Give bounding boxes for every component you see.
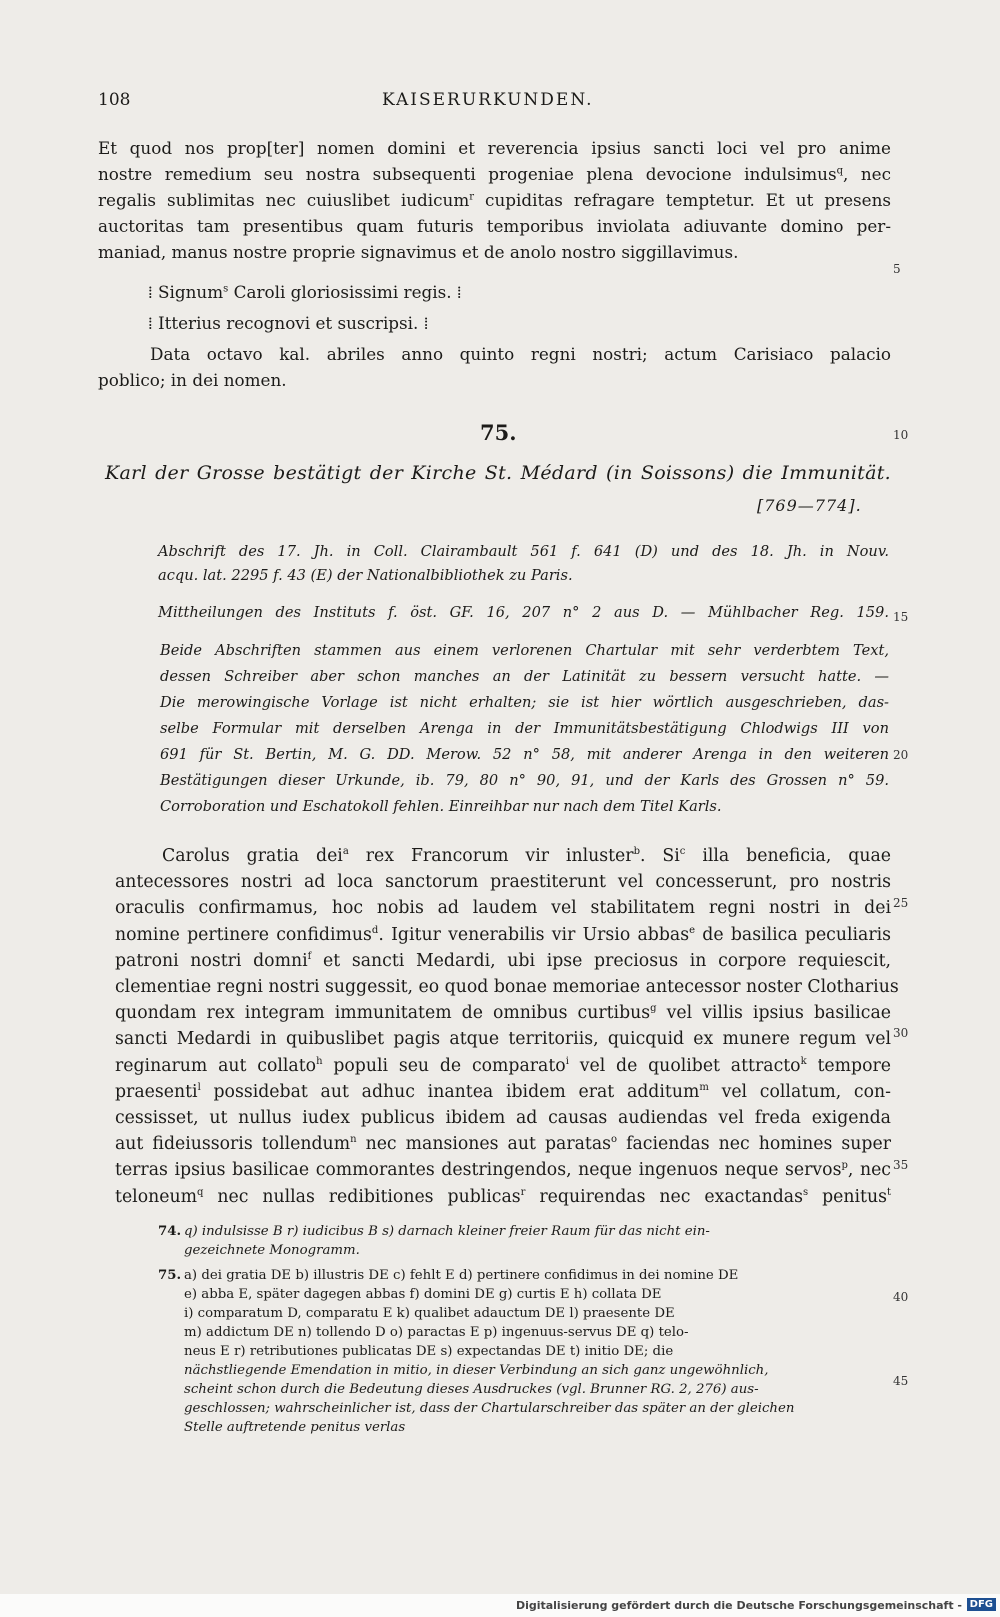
footnote-marker: o (611, 1134, 618, 1146)
text-line: regalis sublimitas nec cuiuslibet iudicum$^r$ cupiditas refragare temptetur. Et ut presens (98, 190, 892, 210)
footnote-marker: n (350, 1134, 357, 1146)
text-line: antecessores nostri ad loca sanctorum praestiterunt vel concesserunt, pro nostris (115, 872, 891, 893)
line-number: 40 (893, 1290, 909, 1304)
text-line: terras ipsius basilicae commorantes destringendos, neque ingenuos neque servos$^p$, nec (115, 1160, 891, 1181)
footnote-marker: d (371, 924, 379, 936)
footer-text: Digitalisierung gefördert durch die Deutsche Forschungsgemeinschaft - (515, 1599, 962, 1612)
line-number: 30 (893, 1026, 909, 1040)
document-title: Karl der Grosse bestätigt der Kirche St. Médard (in Soissons) die Immunität. (105, 462, 891, 484)
apparatus-line: Corroboration und Eschatokoll fehlen. Einreihbar nur nach dem Titel Karls. (160, 798, 722, 815)
text-line: reginarum aut collato$^h$ populi seu de comparato$^i$ vel de quolibet attracto$^k$ tempore (115, 1055, 891, 1076)
apparatus-line: selbe Formular mit derselben Arenga in der Immunitätsbestätigung Chlodwigs III von (160, 720, 889, 737)
text-line: oraculis confirmamus, hoc nobis ad laudem vel stabilitatem regni nostri in dei (115, 898, 891, 919)
footnote-marker: l (197, 1082, 201, 1094)
dfg-logo: DFG (967, 1598, 996, 1611)
footnote-marker: q (196, 1186, 204, 1198)
footnote-marker: i (565, 1055, 569, 1067)
dating-line: Data octavo kal. abriles anno quinto regni nostri; actum Carisiaco palacio (150, 344, 891, 364)
apparatus-line: Abschrift des 17. Jh. in Coll. Clairambault 561 f. 641 (D) und des 18. Jh. in Nouv. (158, 543, 889, 560)
text-line: quondam rex integram immunitatem de omnibus curtibus$^g$ vel villis ipsius basilicae (115, 1003, 891, 1024)
line-number: 15 (893, 610, 909, 624)
footnote-line: q) indulsisse B r) iudicibus B s) darnach kleiner freier Raum für das nicht ein- (184, 1224, 710, 1239)
footnote-marker: t (886, 1186, 892, 1198)
line-number: 35 (893, 1158, 909, 1172)
footnote-label: 75. (158, 1268, 182, 1283)
line-number: 45 (893, 1374, 909, 1388)
footnote-marker: p (841, 1160, 848, 1172)
dating-line: poblico; in dei nomen. (98, 370, 287, 390)
text-line: maniad, manus nostre proprie signavimus et de anolo nostro siggillavimus. (98, 242, 739, 262)
document-date: [769—774]. (757, 496, 862, 515)
text-line: Et quod nos prop[ter] nomen domini et reverencia ipsius sancti loci vel pro anime (98, 138, 891, 158)
text-line: aut fideiussoris tollendum$^n$ nec mansiones aut paratas$^o$ faciendas nec homines super (115, 1134, 891, 1155)
text-line: teloneum$^q$ nec nullas redibitiones publicas$^r$ requirendas nec exactandas$^s$ penitus$^t$ (115, 1186, 892, 1207)
page-number: 108 (98, 90, 131, 110)
text-line: patroni nostri domni$^f$ et sancti Medardi, ubi ipse preciosus in corpore requiescit, (115, 950, 892, 971)
text-line: auctoritas tam presentibus quam futuris temporibus inviolata adiuvante domino per- (98, 216, 891, 236)
apparatus-line: Mittheilungen des Instituts f. öst. GF. 16, 207 n° 2 aus D. — Mühlbacher Reg. 159. (158, 604, 889, 621)
footnote-line: a) dei gratia DE b) illustris DE c) fehlt E d) pertinere confidimus in dei nomine DE (184, 1268, 739, 1283)
apparatus-line: Die merowingische Vorlage ist nicht erhalten; sie ist hier wörtlich ausgeschrieben, das- (160, 694, 889, 711)
footnote-marker: r (520, 1186, 526, 1198)
footnote-line: nächstliegende Emendation in mitio, in dieser Verbindung an sich ganz ungewöhnlich, (184, 1363, 769, 1378)
footnote-marker: f (307, 951, 312, 963)
apparatus-line: 691 für St. Bertin, M. G. DD. Merow. 52 n° 58, mit anderer Arenga in den weiteren (160, 746, 889, 763)
recognition-line: ⁞ Itterius recognovi et suscripsi. ⁞ (148, 313, 429, 333)
document-number: 75. (480, 420, 517, 445)
footnote-line: e) abba E, später dagegen abbas f) domini DE g) curtis E h) collata DE (184, 1287, 662, 1302)
apparatus-line: dessen Schreiber aber schon manches an der Latinität zu bessern versucht hatte. — (160, 668, 889, 685)
text-line: clementiae regni nostri suggessit, eo quod bonae memoriae antecessor noster Clotharius (115, 977, 899, 997)
footnote-marker: g (650, 1003, 657, 1015)
footnote-line: scheint schon durch die Bedeutung dieses Ausdruckes (vgl. Brunner RG. 2, 276) aus- (184, 1382, 759, 1397)
footnote-line: geschlossen; wahrscheinlicher ist, dass der Chartularschreiber das später an der gleichen (184, 1401, 795, 1416)
footnote-marker: m (699, 1082, 709, 1094)
line-number: 20 (893, 748, 909, 762)
footnote-marker: a (342, 846, 349, 858)
footnote-marker: h (316, 1055, 323, 1067)
line-number: 10 (893, 428, 909, 442)
footnote-marker: b (633, 846, 640, 858)
line-number: 25 (893, 896, 909, 910)
apparatus-line: acqu. lat. 2295 f. 43 (E) der Nationalbibliothek zu Paris. (158, 567, 573, 584)
footnote-marker: c (679, 846, 686, 858)
text-line: nomine pertinere confidimus$^d$. Igitur venerabilis vir Ursio abbas$^e$ de basilica peculiaris (115, 924, 891, 945)
apparatus-line: Bestätigungen dieser Urkunde, ib. 79, 80 n° 90, 91, und der Karls des Grossen n° 59. (160, 772, 889, 789)
footnote-marker: s (802, 1186, 809, 1198)
footnote-marker: e (689, 924, 696, 936)
footnote-line: Stelle auftretende penitus verlas (184, 1420, 406, 1435)
apparatus-line: Beide Abschriften stammen aus einem verlorenen Chartular mit sehr verderbtem Text, (160, 642, 889, 659)
footnote-line: m) addictum DE n) tollendo D o) paractas E p) ingenuus-servus DE q) telo- (184, 1325, 689, 1340)
text-line: nostre remedium seu nostra subsequenti progeniae plena devocione indulsimus$^q$, nec (98, 164, 891, 184)
signum-line: ⁞ Signum$^s$ Caroli gloriosissimi regis. ⁞ (148, 282, 462, 302)
text-line: cessisset, ut nullus iudex publicus ibidem ad causas audiendas vel freda exigenda (115, 1108, 891, 1128)
digitization-footer (0, 1594, 1000, 1617)
footnote-marker: k (800, 1055, 807, 1067)
footnote-line: gezeichnete Monogramm. (184, 1243, 360, 1258)
text-line: Carolus gratia dei$^a$ rex Francorum vir inluster$^b$. Si$^c$ illa beneficia, quae (162, 846, 892, 866)
text-line: sancti Medardi in quibuslibet pagis atque territoriis, quicquid ex munere regum vel (115, 1029, 891, 1050)
footnote-line: i) comparatum D, comparatu E k) qualibet adauctum DE l) praesente DE (184, 1306, 675, 1321)
footnote-line: neus E r) retributiones publicatas DE s) expectandas DE t) initio DE; die (184, 1344, 674, 1359)
text-line: praesenti$^l$ possidebat aut adhuc inantea ibidem erat additum$^m$ vel collatum, con- (115, 1081, 891, 1102)
line-number: 5 (893, 262, 901, 276)
running-title: KAISERURKUNDEN. (382, 90, 594, 110)
footnote-label: 74. (158, 1224, 182, 1239)
